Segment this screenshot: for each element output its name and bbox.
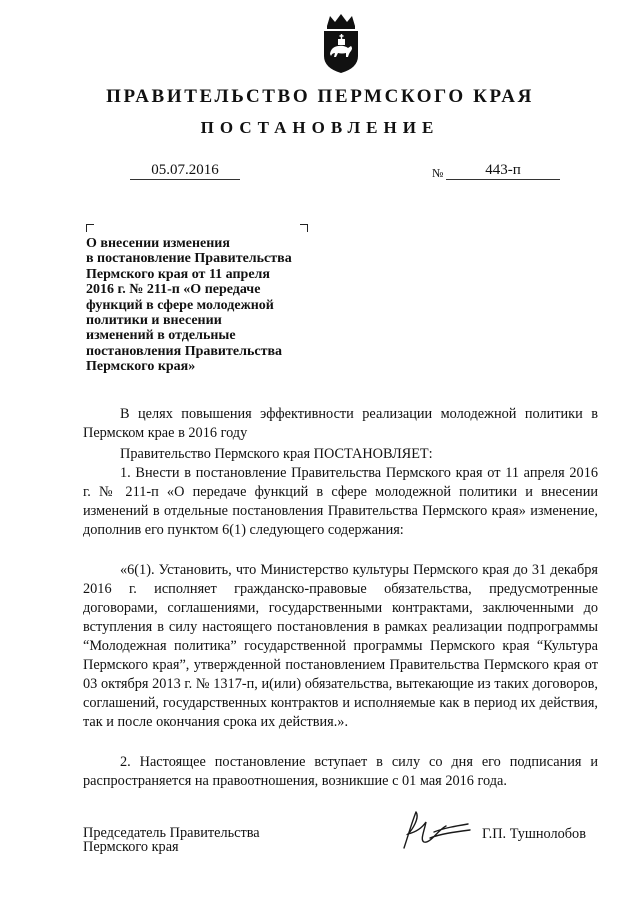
subject-line: 2016 г. № 211-п «О передаче bbox=[86, 282, 261, 298]
clause-2-paragraph: 2. Настоящее постановление вступает в силу со дня его подписания и распространяется на правоотношения, возникшие с 01 мая 2016 года. bbox=[83, 754, 598, 789]
subject-line: О внесении изменения bbox=[86, 236, 230, 251]
position-line: Председатель Правительства bbox=[83, 825, 260, 841]
handwritten-signature bbox=[390, 808, 474, 854]
clause-1-paragraph: 1. Внести в постановление Правительства Пермского края от 11 апреля 2016 г. № 211-п «О передаче функций в сфере молодежной политики и внесении изменений в отдельные постановления Правительства Пермского края» изменение, дополнив его пунктом 6(1) следующего содержания: bbox=[83, 465, 598, 538]
subject-line: в постановление Правительства bbox=[86, 251, 292, 267]
position-line: Пермского края bbox=[83, 839, 179, 855]
date-underline bbox=[130, 179, 240, 180]
perm-krai-coat-of-arms-icon bbox=[318, 12, 364, 74]
signer-name: Г.П. Тушнолобов bbox=[482, 826, 586, 842]
resolution-statement: Правительство Пермского края ПОСТАНОВЛЯЕТ: bbox=[120, 446, 433, 462]
organization-title: ПРАВИТЕЛЬСТВО ПЕРМСКОГО КРАЯ bbox=[106, 86, 534, 107]
subject-line: политики и внесении bbox=[86, 313, 222, 329]
number-sign: № bbox=[432, 166, 444, 180]
corner-mark-left bbox=[86, 224, 94, 232]
subject-line: Пермского края» bbox=[86, 359, 196, 375]
document-number: 443-п bbox=[485, 162, 521, 178]
document-kind: ПОСТАНОВЛЕНИЕ bbox=[200, 118, 440, 137]
preamble-paragraph: В целях повышения эффективности реализации молодежной политики в Пермском крае в 2016 году bbox=[83, 406, 598, 441]
clause-6-1-paragraph: «6(1). Установить, что Министерство культуры Пермского края до 31 декабря 2016 г. исполняет гражданско-правовые обязательства, предусмотренные договорами, соглашениями, государственными контрактами, заключенными до вступления в силу настоящего постановления в рамках реализации подпрограммы “Молодежная политика” государственной программы Пермского края “Культура Пермского края”, утвержденной постановлением Правительства Пермского края от 03 октября 2013 г. № 1317-п, и(или) обязательства, вытекающие из таких договоров, соглашений, государственных контрактов и исполняемые как в период их действия, так и после окончания срока их действия.». bbox=[83, 562, 598, 730]
subject-line: постановления Правительства bbox=[86, 343, 282, 359]
subject-line: функций в сфере молодежной bbox=[86, 297, 274, 313]
document-subject bbox=[86, 236, 336, 375]
corner-mark-right bbox=[300, 224, 308, 232]
number-underline bbox=[446, 179, 560, 180]
document-date: 05.07.2016 bbox=[151, 162, 219, 178]
signatory-position bbox=[83, 826, 260, 854]
subject-line: изменений в отдельные bbox=[86, 328, 236, 344]
subject-line: Пермского края от 11 апреля bbox=[86, 266, 270, 282]
